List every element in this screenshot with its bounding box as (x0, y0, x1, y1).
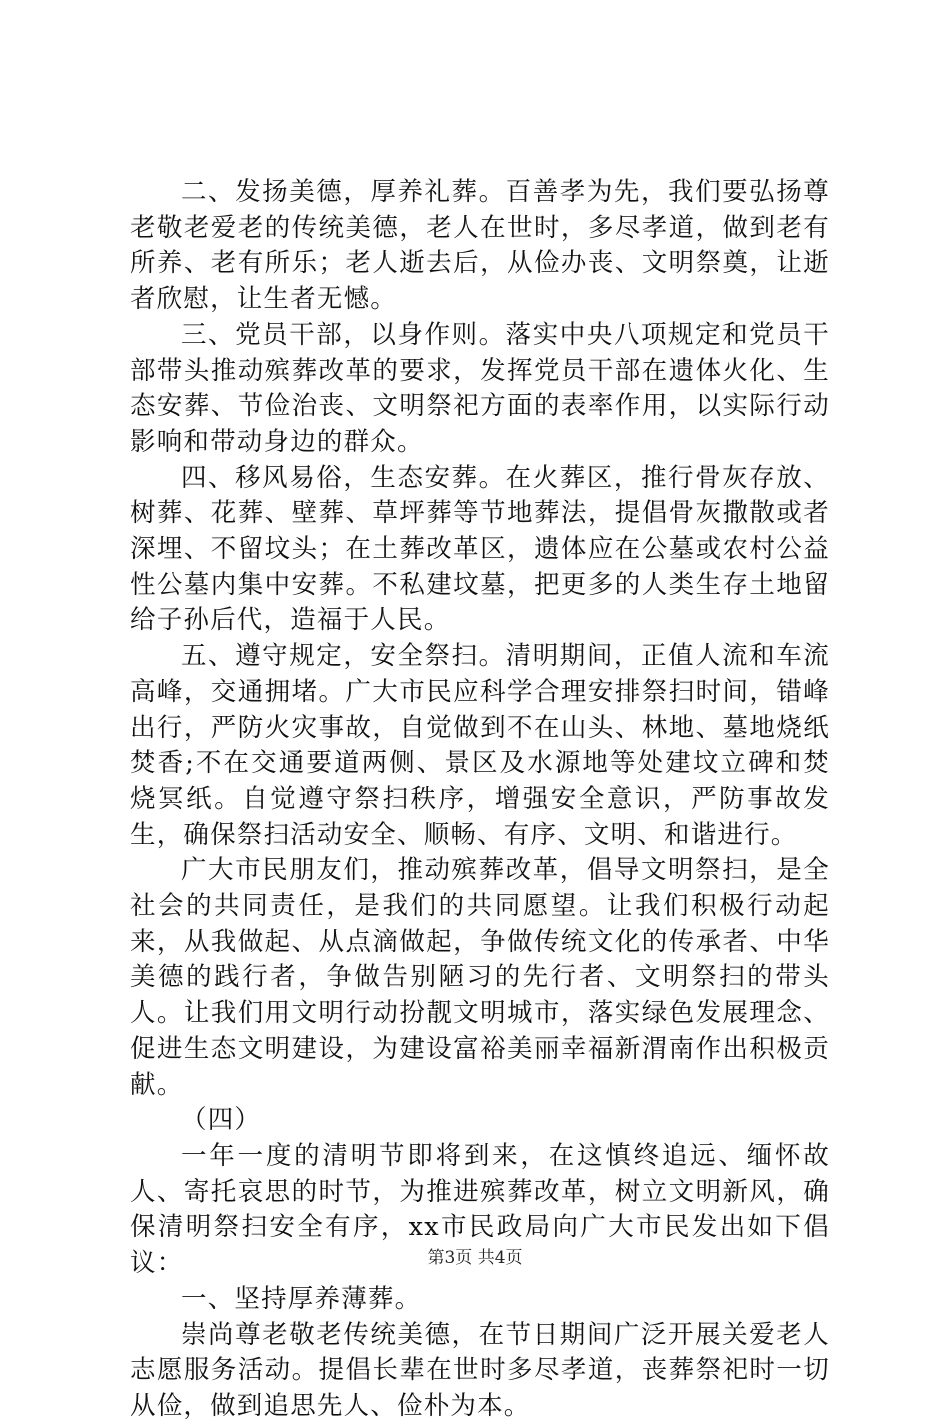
paragraph-party-cadres: 三、党员干部，以身作则。落实中央八项规定和党员干部带头推动殡葬改革的要求，发挥党员干部在遗体火化、生态安葬、节俭治丧、文明祭祀方面的表率作用，以实际行动影响和带动身边的群众。 (130, 319, 830, 457)
paragraph-respect-elders: 崇尚尊老敬老传统美德，在节日期间广泛开展关爱老人志愿服务活动。提倡长辈在世时多尽孝道，丧葬祭祀时一切从俭，做到追思先人、俭朴为本。 (130, 1319, 830, 1421)
section-heading-four: （四） (181, 1105, 262, 1136)
paragraph-intro: 一年一度的清明节即将到来，在这慎终追远、缅怀故人、寄托哀思的时节，为推进殡葬改革，树立文明新风，确保清明祭扫安全有序，xx市民政局向广大市民发出如下倡议： (130, 1140, 830, 1279)
paragraph-promote-virtue: 二、发扬美德，厚养礼葬。百善孝为先，我们要弘扬尊老敬老爱老的传统美德，老人在世时，多尽孝道，做到老有所养、老有所乐；老人逝去后，从俭办丧、文明祭奠，让逝者欣慰，让生者无憾。 (130, 177, 830, 315)
document-body (130, 175, 830, 1425)
paragraph-call-to-action: 广大市民朋友们，推动殡葬改革，倡导文明祭扫，是全社会的共同责任，是我们的共同愿望。让我们积极行动起来，从我做起、从点滴做起，争做传统文化的传承者、中华美德的践行者，争做告别陋习的先行者、文明祭扫的带头人。让我们用文明行动扮靓文明城市，落实绿色发展理念、促进生态文明建设，为建设富裕美丽幸福新渭南作出积极贡献。 (130, 855, 830, 1100)
page-number: 第3页 共4页 (427, 1248, 523, 1268)
paragraph-safe-sweeping: 五、遵守规定，安全祭扫。清明期间，正值人流和车流高峰，交通拥堵。广大市民应科学合理安排祭扫时间，错峰出行，严防火灾事故，自觉做到不在山头、林地、墓地烧纸焚香;不在交通要道两侧、景区及水源地等处建坟立碑和焚烧冥纸。自觉遵守祭扫秩序，增强安全意识，严防事故发生，确保祭扫活动安全、顺畅、有序、文明、和谐进行。 (130, 641, 830, 850)
paragraph-eco-burial: 四、移风易俗，生态安葬。在火葬区，推行骨灰存放、树葬、花葬、壁葬、草坪葬等节地葬法，提倡骨灰撒散或者深埋、不留坟头；在土葬改革区，遗体应在公墓或农村公益性公墓内集中安葬。不私建坟墓，把更多的人类生存土地留给子孙后代，造福于人民。 (130, 462, 830, 636)
subheading-thin-burial: 一、坚持厚养薄葬。 (181, 1283, 422, 1314)
